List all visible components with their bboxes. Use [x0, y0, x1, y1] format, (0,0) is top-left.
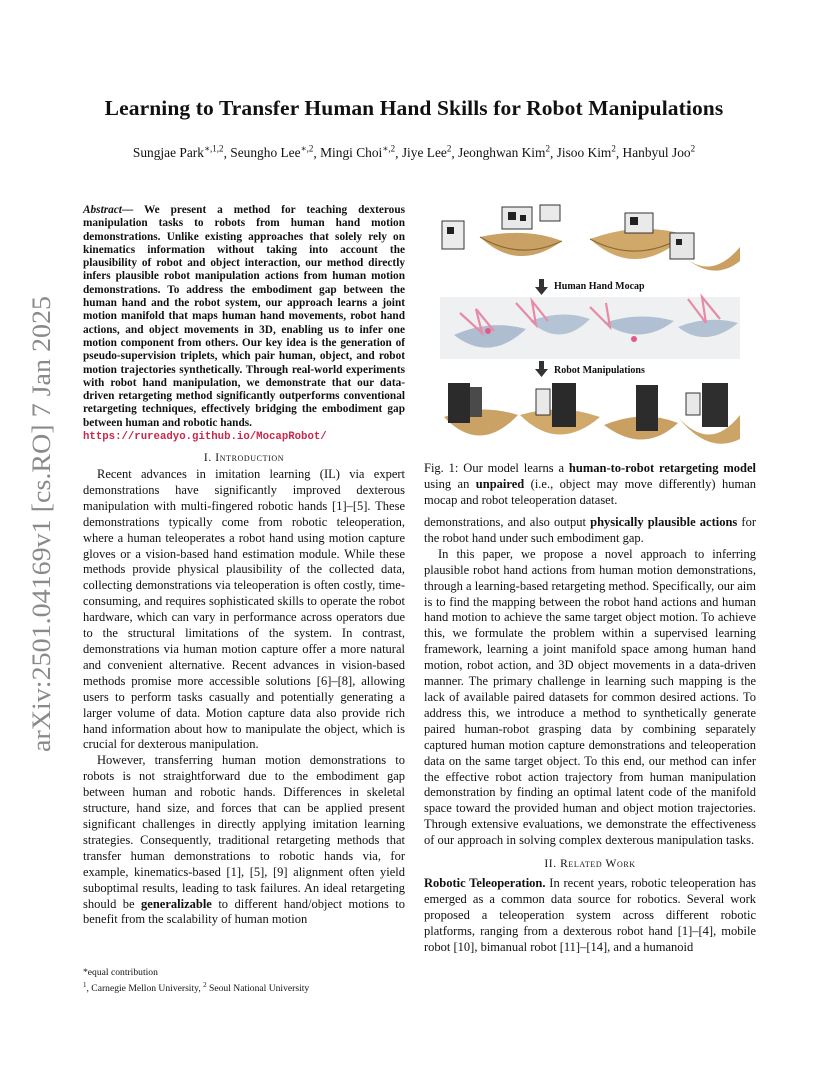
- down-arrow-icon: [535, 361, 548, 377]
- figure-1-caption: Fig. 1: Our model learns a human-to-robot retargeting model using an unpaired (i.e., object may move differently) human mocap and robot teleoperation dataset.: [424, 461, 757, 507]
- author-name: Jeonghwan Kim$^2$: [458, 144, 550, 161]
- project-url-link[interactable]: https://rureadyo.github.io/MocapRobot/: [83, 431, 327, 444]
- down-arrow-icon: [535, 279, 548, 295]
- arxiv-stamp: [19, 296, 59, 754]
- abstract-text: — We present a method for teaching dexterous manipulation tasks to robots from human hand motion demonstrations. Unlike existing approaches that solely rely on kinematics information without taking into account the plausibility of robot and object interaction, our method directly infers plausible robot manipulation actions from human motion demonstrations. To address the embodiment gap between the human hand and the robot system, our approach learns a joint motion manifold that maps human hand movements, robot hand actions, and object movements in 3D, enabling us to infer one motion component from others. Our key idea is the generation of pseudo-supervision triplets, which pair human, object, and robot motion trajectories synthetically. Through real-world experiments with robot hand manipulation, we demonstrate that our data-driven retargeting method significantly outperforms conventional retargeting techniques, effectively bridging the embodiment gap between human and robotic hands.: [83, 204, 405, 429]
- label-robot-manipulations: Robot Manipulations: [554, 365, 645, 376]
- author-name: Jisoo Kim$^2$: [556, 144, 616, 161]
- mocap-photo-strip: [440, 203, 740, 275]
- footnotes: [83, 967, 405, 995]
- author-name: Seungho Lee$^{∗,2}$: [230, 144, 314, 161]
- introduction-body: [83, 467, 405, 928]
- subheading-robotic-teleoperation: Robotic Teleoperation.: [424, 875, 546, 890]
- emphasis-physically-plausible: physically plausible actions: [590, 515, 738, 529]
- figure-1: [440, 203, 740, 453]
- author-name: Jiye Lee$^2$: [401, 144, 452, 161]
- abstract-lead: Abstract: [83, 204, 122, 216]
- intro-paragraph-2: However, transferring human motion demonstrations to robots is not straightforward due to the embodiment gap between human and robotic hands. Differences in skeletal structure, hand size, and forces that can be applied present significant challenges in directly applying imitation learning strategies. Consequently, traditional retargeting methods that transfer human demonstrations to robotic hands via, for example, kinematics-based [1], [5], [9] alignment often yield suboptimal results, leading to task failures. An ideal retargeting should be generalizable to different hand/object motions to benefit from the scalability of human motion: [83, 753, 405, 927]
- left-column: [83, 204, 405, 928]
- paper-title: Learning to Transfer Human Hand Skills for Robot Manipulations: [104, 96, 724, 120]
- section-heading-introduction: I. Introduction: [203, 452, 285, 465]
- author-list: Sungjae Park$^{∗,1,2}$, Seungho Lee$^{∗,2}$, Mingi Choi$^{∗,2}$, Jiye Lee$^2$, Jeonghwan Kim$^2$, Jisoo Kim$^2$, Hanbyul Joo$^2$: [132, 144, 696, 161]
- label-human-hand-mocap: Human Hand Mocap: [554, 281, 645, 292]
- footnote-equal-contribution: *equal contribution: [83, 967, 158, 978]
- related-paragraph-1: Robotic Teleoperation. In recent years, robotic teleoperation has emerged as a common data source for robotics. Several work proposed a teleoperation system across different robotic platforms, ranging from a dexterous robot hand [1]–[4], mobile robot [10], bimanual robot [11]–[14], and a humanoid: [424, 875, 756, 954]
- retargeting-render-band: [440, 297, 740, 359]
- author-name: Hanbyul Joo$^2$: [622, 144, 696, 161]
- intro-paragraph-1: Recent advances in imitation learning (IL) via expert demonstrations have significantly improved dexterous manipulation with multi-fingered robotic hands [1]–[5]. These demonstrations typically come from robotic teleoperation, where a human teleoperates a robot hand using motion capture gloves or a vision-based hand estimation module. While these methods provide physical plausibility of the collected data, collecting demonstrations via teleoperation is often costly, time-consuming, and requires sophisticated skills to operate the robot hardware, which can vary in performance across operators due to the structural limitations of the system. In contrast, demonstrations via human motion capture offer a more natural and convenient alternative. Recent advances in vision-based methods promise more accessible solutions [6]–[8], allowing users to perform tasks casually and potentially generating a larger volume of data. Motion capture data also provide rich hand information about how to manipulate the object, which is crucial for dexterous manipulation.: [83, 467, 405, 752]
- arxiv-id: arXiv:2501.04169v1 [cs.RO] 7 Jan 2025: [26, 320, 56, 752]
- emphasis-generalizable: generalizable: [141, 896, 212, 911]
- author-name: Sungjae Park$^{∗,1,2}$: [132, 144, 224, 161]
- section-heading-related-work: II. Related Work: [544, 858, 636, 871]
- abstract: [83, 204, 405, 430]
- robot-photo-strip: [440, 381, 740, 453]
- right-column: [424, 515, 756, 955]
- author-name: Mingi Choi$^{∗,2}$: [320, 144, 396, 161]
- footnote-affiliations: $^1$, Carnegie Mellon University, $^2$ Seoul National University: [83, 981, 310, 995]
- right-paragraph-2: In this paper, we propose a novel approach to inferring plausible robot hand actions from human motion demonstrations, through a learning-based retargeting method. Specifically, our aim is to find the mapping between the robot hand actions and human hand motion to achieve the same target object motion. To achieve this, we formulate the problem within a supervised learning framework, learning a joint manifold space among human hand motion, robot action, and 3D object movements in a data-driven manner. The primary challenge in learning such mapping is the lack of available paired datasets for common desired actions. To address this, we introduce a method to synthetically generate paired human-robot grasping data by combining separately captured human motion capture demonstrations and teleoperation data on the same target object. To this end, our method can infer the effective robot action trajectory from human manipulation demonstration by finding an optimal latent code of the manifold space toward the provided human and object motion trajectories. Through extensive evaluations, we demonstrate the effectiveness of our approach in solving complex dexterous manipulation tasks.: [424, 546, 756, 848]
- right-paragraph-1: demonstrations, and also output physically plausible actions for the robot hand under such embodiment gap.: [424, 515, 756, 545]
